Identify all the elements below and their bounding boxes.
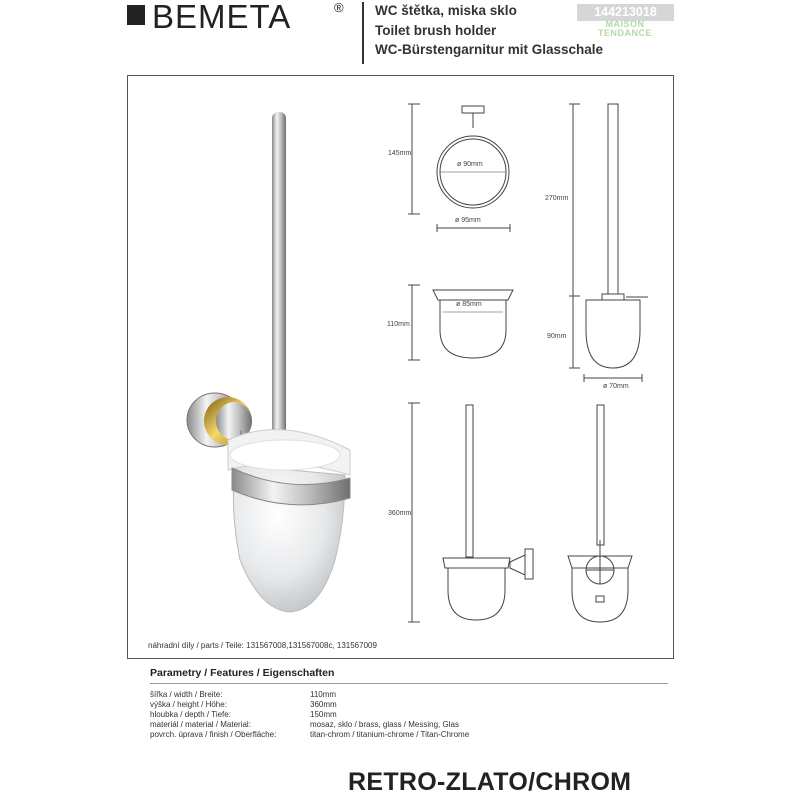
side-assembly-drawing bbox=[408, 403, 533, 622]
spec-value-material: mosaz, sklo / brass, glass / Messing, Glas bbox=[310, 720, 459, 729]
product-code: 144213018 bbox=[577, 4, 674, 21]
dim-ring-inner: ø 90mm bbox=[457, 161, 483, 168]
watermark: MAISON TENDANCE bbox=[598, 19, 653, 38]
dim-ring-outer: ø 95mm bbox=[455, 217, 481, 224]
registered-mark: ® bbox=[334, 0, 344, 15]
spare-parts: náhradní díly / parts / Teile: 131567008,131567008c, 131567009 bbox=[148, 641, 377, 650]
spec-label-finish: povrch. úprava / finish / Oberfläche: bbox=[150, 730, 277, 739]
dim-brush-head: 90mm bbox=[547, 333, 567, 340]
spec-value-depth: 150mm bbox=[310, 710, 337, 719]
dim-total-height: 360mm bbox=[388, 510, 412, 517]
dim-bowl-diam: ø 85mm bbox=[456, 301, 482, 308]
product-photo bbox=[187, 112, 350, 612]
spec-value-width: 110mm bbox=[310, 690, 337, 699]
spec-label-depth: hloubka / depth / Tiefe: bbox=[150, 710, 231, 719]
series-name: RETRO-ZLATO/CHROM bbox=[348, 768, 632, 796]
top-view-drawing bbox=[408, 104, 510, 232]
title-cz: WC štětka, miska sklo bbox=[375, 3, 517, 18]
spec-value-finish: titan-chrom / titanium-chrome / Titan-Chrome bbox=[310, 730, 470, 739]
dim-top-height: 145mm bbox=[388, 150, 412, 157]
brand-logo: BEMETA bbox=[152, 0, 292, 35]
title-de: WC-Bürstengarnitur mit Glasschale bbox=[375, 42, 604, 57]
dim-bowl-height: 110mm bbox=[387, 321, 410, 328]
spec-label-height: výška / height / Höhe: bbox=[150, 700, 227, 709]
spec-label-width: šířka / width / Breite: bbox=[150, 690, 223, 699]
features-title: Parametry / Features / Eigenschaften bbox=[150, 667, 335, 679]
spec-value-height: 360mm bbox=[310, 700, 337, 709]
features-divider bbox=[150, 683, 668, 684]
brush-drawing bbox=[569, 104, 648, 382]
dim-brush-diam: ø 70mm bbox=[603, 383, 629, 390]
spec-label-material: materiál / material / Material: bbox=[150, 720, 251, 729]
bowl-drawing bbox=[408, 285, 513, 360]
front-assembly-drawing bbox=[568, 405, 632, 622]
dim-brush-length: 270mm bbox=[545, 195, 569, 202]
title-en: Toilet brush holder bbox=[375, 22, 497, 38]
